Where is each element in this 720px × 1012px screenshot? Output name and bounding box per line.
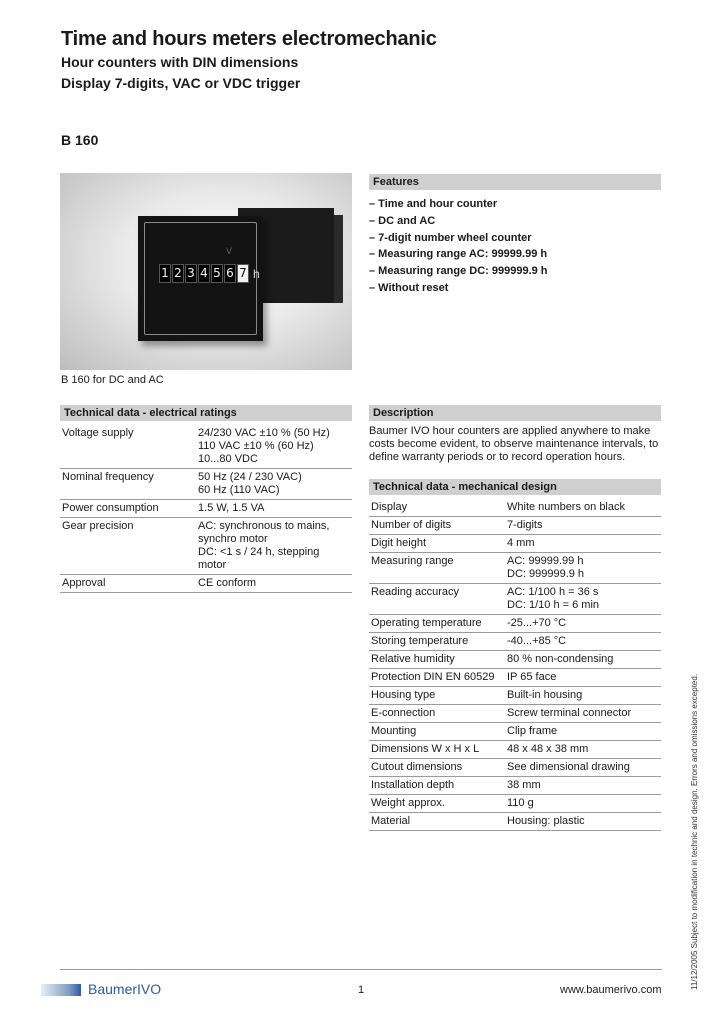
feature-item: – Measuring range DC: 999999.9 h — [369, 265, 548, 278]
spec-label: Display — [369, 499, 505, 517]
feature-item: – Measuring range AC: 99999.99 h — [369, 248, 548, 261]
feature-item: – DC and AC — [369, 214, 436, 227]
spec-row — [369, 669, 661, 687]
page-title: Time and hours meters electromechanic — [61, 28, 437, 50]
feature-item: – Time and hour counter — [369, 198, 498, 210]
electrical-ratings-heading: Technical data - electrical ratings — [60, 405, 352, 421]
features-heading: Features — [369, 174, 661, 190]
spec-label: Cutout dimensions — [369, 759, 505, 777]
counter-unit: h — [253, 266, 260, 281]
spec-label: Mounting — [369, 723, 505, 741]
spec-row — [369, 633, 661, 651]
spec-label: Storing temperature — [369, 633, 505, 651]
spec-row — [60, 518, 352, 575]
spec-value: IP 65 face — [505, 669, 661, 687]
spec-row — [369, 777, 661, 795]
spec-label: Approval — [60, 575, 196, 593]
description-text: Baumer IVO hour counters are applied anywhere to make costs become evident, to observe maintenance intervals, to define warranty periods or to record operation hours. — [369, 425, 659, 463]
spec-value: See dimensional drawing — [505, 759, 661, 777]
feature-item: – 7-digit number wheel counter — [369, 231, 532, 244]
counter-digit: 4 — [198, 264, 210, 283]
spec-value: Built-in housing — [505, 687, 661, 705]
mechanical-design-table — [369, 499, 661, 831]
description-heading: Description — [369, 405, 661, 421]
spec-row — [369, 687, 661, 705]
mechanical-design-heading: Technical data - mechanical design — [369, 479, 661, 495]
spec-row — [369, 553, 661, 584]
spec-value: 48 x 48 x 38 mm — [505, 741, 661, 759]
spec-row — [60, 575, 352, 593]
spec-value: Clip frame — [505, 723, 661, 741]
spec-row — [60, 469, 352, 500]
spec-label: Housing type — [369, 687, 505, 705]
spec-value: White numbers on black — [505, 499, 661, 517]
spec-label: Number of digits — [369, 517, 505, 535]
spec-value: 50 Hz (24 / 230 VAC) 60 Hz (110 VAC) — [196, 469, 352, 500]
counter-digit: 1 — [159, 264, 171, 283]
spec-row — [369, 795, 661, 813]
spec-value: 38 mm — [505, 777, 661, 795]
brand-bar-icon — [41, 984, 81, 996]
spec-label: Protection DIN EN 60529 — [369, 669, 505, 687]
spec-label: Dimensions W x H x L — [369, 741, 505, 759]
spec-value: 80 % non-condensing — [505, 651, 661, 669]
spec-label: Gear precision — [60, 518, 196, 575]
counter-digit: 5 — [211, 264, 223, 283]
spec-row — [369, 723, 661, 741]
spec-value: AC: 1/100 h = 36 s DC: 1/10 h = 6 min — [505, 584, 661, 615]
spec-label: Relative humidity — [369, 651, 505, 669]
page-subtitle-2: Display 7-digits, VAC or VDC trigger — [61, 75, 301, 91]
logo-mark-icon: V — [226, 246, 233, 256]
spec-row — [369, 535, 661, 553]
spec-row — [369, 813, 661, 831]
spec-value: AC: synchronous to mains, synchro motor DC: <1 s / 24 h, stepping motor — [196, 518, 352, 575]
spec-row — [369, 615, 661, 633]
spec-value: 4 mm — [505, 535, 661, 553]
counter-digit: 2 — [172, 264, 184, 283]
spec-row — [369, 584, 661, 615]
counter-bezel — [138, 216, 263, 341]
features-list — [369, 196, 548, 297]
counter-digit: 7 — [237, 264, 249, 283]
spec-value: CE conform — [196, 575, 352, 593]
spec-row — [369, 517, 661, 535]
page-subtitle: Hour counters with DIN dimensions — [61, 54, 299, 70]
spec-row — [369, 651, 661, 669]
feature-item: – Without reset — [369, 281, 449, 294]
spec-value: 1.5 W, 1.5 VA — [196, 500, 352, 518]
spec-row — [369, 705, 661, 723]
spec-value: 7-digits — [505, 517, 661, 535]
spec-label: Reading accuracy — [369, 584, 505, 615]
spec-value: 24/230 VAC ±10 % (50 Hz) 110 VAC ±10 % (60 Hz) 10...80 VDC — [196, 425, 352, 469]
counter-digit: 3 — [185, 264, 197, 283]
page-number: 1 — [358, 984, 365, 996]
brand-logo: BaumerIVO — [88, 981, 162, 997]
digit-counter — [159, 264, 260, 283]
spec-row — [369, 741, 661, 759]
spec-label: Measuring range — [369, 553, 505, 584]
model-code: B 160 — [61, 132, 99, 148]
spec-value: 110 g — [505, 795, 661, 813]
spec-value: Screw terminal connector — [505, 705, 661, 723]
spec-value: AC: 99999.99 h DC: 999999.9 h — [505, 553, 661, 584]
spec-row — [60, 425, 352, 469]
spec-label: Digit height — [369, 535, 505, 553]
spec-label: E-connection — [369, 705, 505, 723]
spec-label: Installation depth — [369, 777, 505, 795]
website-link[interactable]: www.baumerivo.com — [560, 984, 662, 996]
product-photo — [60, 173, 352, 370]
spec-row — [369, 759, 661, 777]
spec-label: Material — [369, 813, 505, 831]
footer-divider — [60, 969, 662, 970]
spec-row — [60, 500, 352, 518]
legal-note: 11/12/2005 Subject to modification in technic and design. Errors and omissions excepted. — [690, 673, 699, 990]
spec-label: Voltage supply — [60, 425, 196, 469]
spec-value: -40...+85 °C — [505, 633, 661, 651]
spec-label: Weight approx. — [369, 795, 505, 813]
spec-row — [369, 499, 661, 517]
spec-label: Operating temperature — [369, 615, 505, 633]
photo-caption: B 160 for DC and AC — [61, 374, 164, 386]
spec-value: -25...+70 °C — [505, 615, 661, 633]
spec-value: Housing: plastic — [505, 813, 661, 831]
counter-digit: 6 — [224, 264, 236, 283]
electrical-ratings-table — [60, 425, 352, 593]
spec-label: Nominal frequency — [60, 469, 196, 500]
spec-label: Power consumption — [60, 500, 196, 518]
